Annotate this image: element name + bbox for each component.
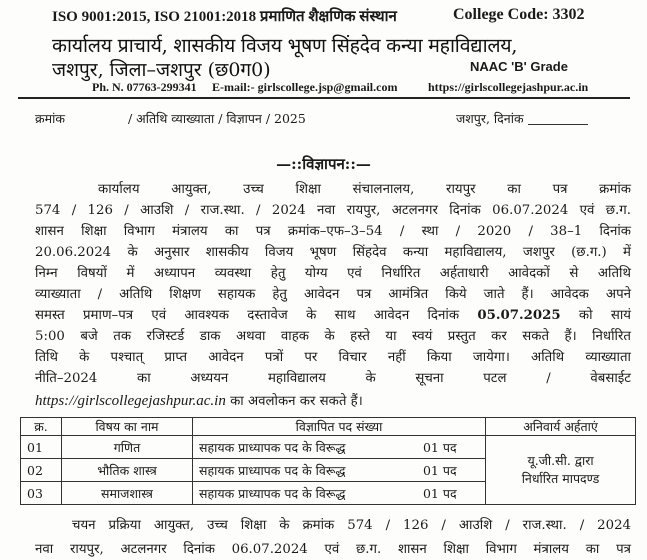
row-serial: 03 [21,482,62,505]
website-link[interactable]: https://girlscollegejashpur.ac.in [428,80,589,94]
notice-line-11 [35,391,363,412]
notice-line-7 [35,306,631,326]
header-subject: विषय का नाम [62,418,193,436]
notice-line-10: नीति–2024 का अध्ययन महाविद्यालय के सूचना पटल / वेबसाईट [35,371,631,386]
para2-line-1-text: चयन प्रक्रिया आयुक्त, उच्च शिक्षा के क्रमांक 574 / 126 / आउशि / राज.स्था. / 2024 [72,518,631,533]
row-subject: गणित [62,436,193,459]
notice-line-5: निम्न विषयों में अध्यापन व्यवस्था हेतु योग्य एवं निर्धारित अर्हताधारी आवेदकों से अतिथि [35,266,631,281]
row-post-desc: सहायक प्राध्यापक पद के विरूद्ध [199,462,346,478]
email-address: E-mail:- girlscollege.jsp@gmail.com [212,80,398,94]
place-date [456,110,588,127]
iso-certification-line: ISO 9001:2015, ISO 21001:2018 प्रमाणित शैक्षणिक संस्थान [52,9,397,25]
reference-number: / अतिथि व्याख्याता / विज्ञापन / 2025 [128,111,306,126]
notice-line-8: 5:00 बजे तक रजिस्टर्ड डाक अथवा वाहक के हस्ते या स्वयं प्रस्तुत कर सकते हैं। निर्धारित [35,329,631,344]
notice-line-3: शासन शिक्षा विभाग मंत्रालय का पत्र क्रमांक–एफ–3–54 / स्था / 2020 / 38–1 दिनांक [35,224,631,239]
reference-label: क्रमांक [35,111,65,126]
row-post [193,482,486,505]
table-row [21,436,636,459]
office-title: कार्यालय प्राचार्य, शासकीय विजय भूषण सिंहदेव कन्या महाविद्यालय, [52,34,518,57]
place-date-text: जशपुर, दिनांक [456,111,524,126]
row-post-count: 01 पद [422,485,457,501]
college-code: College Code: 3302 [453,6,585,23]
para2-line-1 [72,516,631,536]
qualification-cell [486,436,636,505]
header-qualification: अनिवार्य अर्हताएं [486,418,636,436]
row-post [193,436,486,459]
table-header-row [21,418,636,436]
para2-line-2: नवा रायपुर, अटलनगर दिनांक 06.07.2024 एवं छ.ग. शासन शिक्षा विभाग मंत्रालय का पत्र [35,542,631,557]
row-serial: 01 [21,436,62,459]
office-location: जशपुर, जिला–जशपुर (छ0ग0) [52,59,271,81]
notice-line-11-post: का अवलोकन कर सकते हैं। [230,394,363,409]
qualification-line-1: यू.जी.सी. द्वारा [527,453,594,468]
notice-title: —::विज्ञापन::— [276,155,371,173]
row-subject: समाजशास्त्र [62,482,193,505]
row-serial: 02 [21,459,62,482]
notice-line-7-pre: समस्त प्रमाण–पत्र एवं आवश्यक दस्तावेज के साथ आवेदन दिनांक [35,308,460,323]
posts-table [20,417,636,505]
date-blank [528,113,588,125]
notice-line-9: तिथि के पश्चात् प्राप्त आवेदन पत्रों पर विचार नहीं किया जायेगा। अतिथि व्याख्याता [35,350,631,365]
row-post [193,459,486,482]
last-date: 05.07.2025 [477,308,561,323]
header-posts: विज्ञापित पद संख्या [193,418,486,436]
website-url-inline[interactable]: https://girlscollegejashpur.ac.in [35,393,226,409]
row-post-count: 01 पद [422,462,457,478]
notice-line-6: व्याख्याता / अतिथि शिक्षण सहायक हेतु आवेदन पत्र आमंत्रित किये जाते हैं। आवेदक अपने [35,287,631,302]
qualification-line-2: निर्धारित मापदण्ड [521,471,600,486]
notice-line-7-post: को सायं [578,308,632,323]
notice-line-1-text: कार्यालय आयुक्त, उच्च शिक्षा संचालनालय, रायपुर का पत्र क्रमांक [98,182,631,197]
row-post-count: 01 पद [422,439,457,455]
phone-number: Ph. N. 07763-299341 [92,80,197,94]
notice-line-1 [98,180,631,200]
header-divider [18,97,630,99]
notice-line-2: 574 / 126 / आउशि / राज.स्था. / 2024 नवा रायपुर, अटलनगर दिनांक 06.07.2024 एवं छ.ग. [35,203,631,218]
row-subject: भौतिक शास्त्र [62,459,193,482]
notice-line-4: 20.06.2024 के अनुसार शासकीय विजय भूषण सिंहदेव कन्या महाविद्यालय, जशपुर (छ.ग.) में [35,245,631,260]
header-serial: क्र. [21,418,62,436]
row-post-desc: सहायक प्राध्यापक पद के विरूद्ध [199,439,346,455]
row-post-desc: सहायक प्राध्यापक पद के विरूद्ध [199,485,346,501]
naac-grade: NAAC 'B' Grade [470,59,568,74]
